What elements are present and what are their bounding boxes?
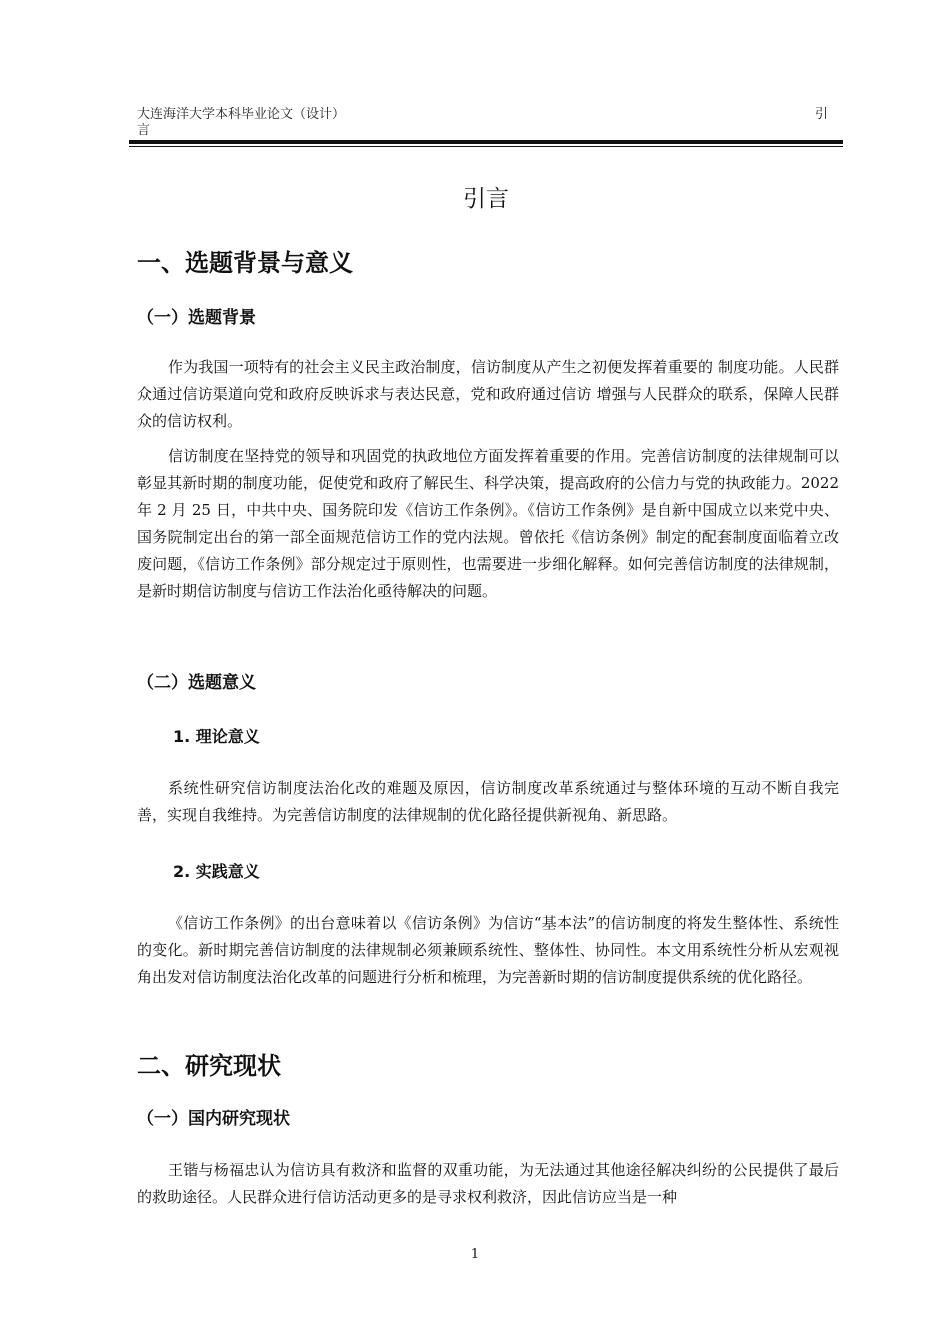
paragraph-domestic: 王锴与杨福忠认为信访具有救济和监督的双重功能，为无法通过其他途径解决纠纷的公民提供了最后的救助途径。人民群众进行信访活动更多的是寻求权利救济，因此信访应当是一种 <box>137 1161 839 1206</box>
page-title: 引言 <box>463 186 509 212</box>
paragraph-background-2: 信访制度在坚持党的领导和巩固党的执政地位方面发挥着重要的作用。完善信访制度的法律规制可以彰显其新时期的制度功能，促使党和政府了解民生、科学决策，提高政府的公信力与党的执政能力。2022 年 2 月 25 日，中共中央、国务院印发《信访工作条例》。《信访工作条例》是自新中国成立以来党中央、国务院制定出台的第一部全面规范信访工作的党内法规。曾依托《信访条例》制定的配套制度面临着立改废问题，《信访工作条例》部分规定过于原则性，也需要进一步细化解释。如何完善信访制度的法律规制，是新时期信访制度与信访工作法治化亟待解决的问题。 <box>137 447 839 600</box>
subsection-heading-domestic: （一）国内研究现状 <box>137 1109 290 1129</box>
header-rule-thick <box>129 140 843 144</box>
page-number: 1 <box>470 1247 480 1262</box>
item-heading-theory: 1. 理论意义 <box>173 727 260 746</box>
paragraph-background-1: 作为我国一项特有的社会主义民主政治制度，信访制度从产生之初便发挥着重要的 制度功能。人民群众通过信访渠道向党和政府反映诉求与表达民意，党和政府通过信访 增强与人民群众的联系，保障人民群众的信访权利。 <box>137 358 839 430</box>
header-school-title: 大连海洋大学本科毕业论文（设计） <box>137 107 346 122</box>
subsection-heading-significance: （二）选题意义 <box>137 673 256 693</box>
subsection-heading-background: （一）选题背景 <box>137 308 256 328</box>
section-heading-1: 一、选题背景与意义 <box>137 249 353 277</box>
header-chapter-label: 引 <box>815 107 829 122</box>
header-rule-thin <box>129 146 843 147</box>
paragraph-theory: 系统性研究信访制度法治化改的难题及原因，信访制度改革系统通过与整体环境的互动不断自我完善，实现自我维持。为完善信访制度的法律规制的优化路径提供新视角、新思路。 <box>137 779 839 824</box>
section-heading-2: 二、研究现状 <box>137 1052 281 1080</box>
paragraph-practice: 《信访工作条例》的出台意味着以《信访条例》为信访“基本法”的信访制度的将发生整体性、系统性的变化。新时期完善信访制度的法律规制必须兼顾系统性、整体性、协同性。本文用系统性分析从宏观视角出发对信访制度法治化改革的问题进行分析和梳理，为完善新时期的信访制度提供系统的优化路径。 <box>137 914 839 986</box>
item-heading-practice: 2. 实践意义 <box>173 862 260 881</box>
header-school-title-wrap: 言 <box>137 123 151 138</box>
